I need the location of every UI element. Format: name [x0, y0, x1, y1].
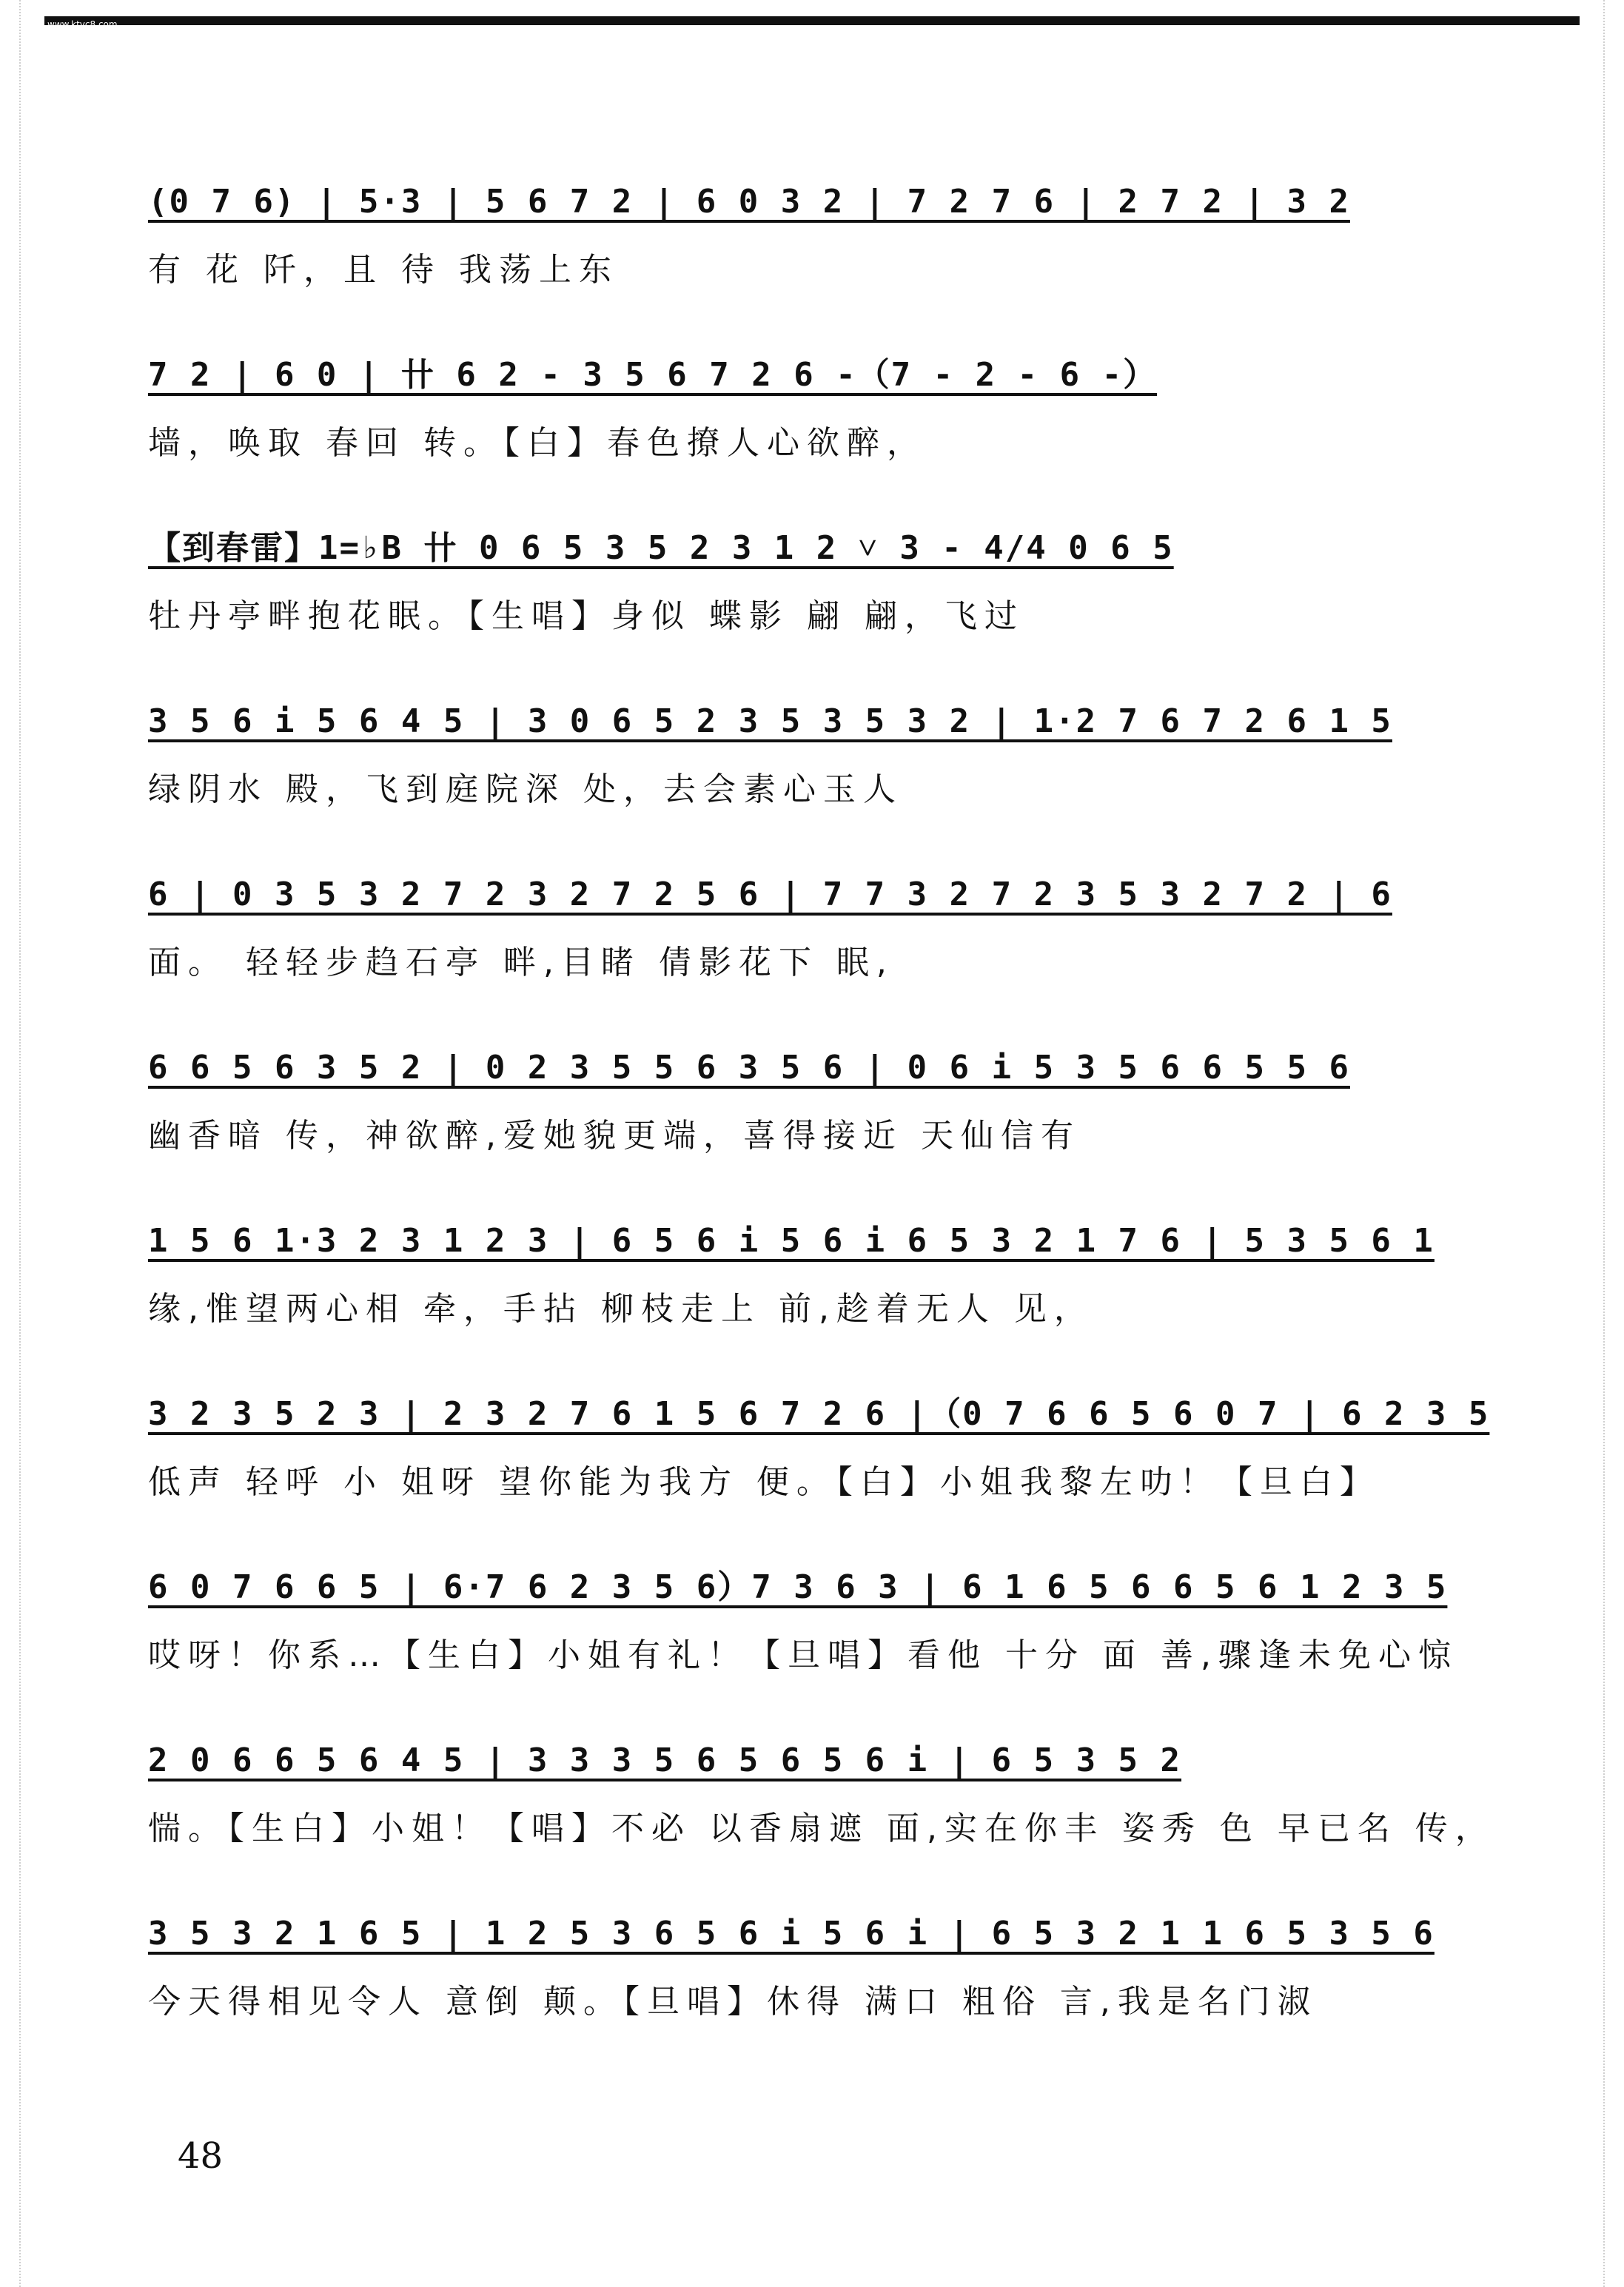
page-number: 48	[178, 2135, 224, 2177]
score-system	[148, 524, 1406, 697]
lyric-line: 面。 轻轻步趋石亭 畔,目睹 倩影花下 眠,	[148, 944, 894, 981]
notation-line: 3 2 3 5 2 3 | 2 3 2 7 6 1 5 6 7 2 6 |（0 7 6 6 5 6 0 7 | 6 2 3 5	[148, 1395, 1490, 1433]
notation-line: 6 | 0 3 5 3 2 7 2 3 2 7 2 5 6 | 7 7 3 2 7 2 3 5 3 2 7 2 | 6	[148, 876, 1392, 913]
lyric-line: 缘,惟望两心相 牵，手拈 柳枝走上 前,趁着无人 见，	[148, 1290, 1094, 1328]
notation-line: 【到春雷】1=♭B 卄 0 6 5 3 5 2 3 1 2 ˅ 3 - 4/4 0 6 5	[148, 529, 1174, 567]
notation-line: 6 0 7 6 6 5 | 6·7 6 2 3 5 6）7 3 6 3 | 6 1 6 5 6 6 5 6 1 2 3 5	[148, 1568, 1448, 1606]
notation-line: 1 5 6 1·3 2 3 1 2 3 | 6 5 6 i 5 6 i 6 5 3 2 1 7 6 | 5 3 5 6 1	[148, 1222, 1435, 1260]
lyric-line: 今天得相见令人 意倒 颠。【旦唱】休得 满口 粗俗 言,我是名门淑	[148, 1983, 1318, 2021]
score-system	[148, 178, 1406, 351]
top-rule	[44, 16, 1580, 25]
score-system	[148, 351, 1406, 524]
lyric-line: 惴。【生白】小姐！【唱】不必 以香扇遮 面,实在你丰 姿秀 色 早已名 传，	[148, 1810, 1495, 1847]
lyric-line: 牡丹亭畔抱花眠。【生唱】身似 蝶影 翩 翩，飞过	[148, 597, 1024, 635]
score-system	[148, 697, 1406, 870]
score-system	[148, 1390, 1490, 1563]
score-system	[148, 1217, 1435, 1390]
notation-line: 6 6 5 6 3 5 2 | 0 2 3 5 5 6 3 5 6 | 0 6 i 5 3 5 6 6 5 5 6	[148, 1049, 1350, 1087]
left-page-edge	[0, 0, 21, 2287]
lyric-line: 低声 轻呼 小 姐呀 望你能为我方 便。【白】小姐我黎左叻！【旦白】	[148, 1463, 1380, 1501]
notation-line: 2 0 6 6 5 6 4 5 | 3 3 3 5 6 5 6 5 6 i | 6 5 3 5 2	[148, 1742, 1182, 1779]
score-system	[148, 1563, 1458, 1736]
site-watermark: www.ktvc8.com	[47, 19, 118, 30]
score-system	[148, 1910, 1435, 2083]
lyric-line: 有 花 阡，且 待 我荡上东	[148, 251, 619, 289]
lyric-line: 绿阴水 殿，飞到庭院深 处，去会素心玉人	[148, 770, 903, 808]
right-page-edge	[1603, 0, 1624, 2287]
notation-line: 3 5 3 2 1 6 5 | 1 2 5 3 6 5 6 i 5 6 i | 6 5 3 2 1 1 6 5 3 5 6	[148, 1915, 1435, 1952]
notation-line: 7 2 | 6 0 | 卄 6 2 - 3 5 6 7 2 6 -（7 - 2 - 6 -）	[148, 356, 1158, 394]
score-system	[148, 1736, 1495, 1910]
notation-line: 3 5 6 i 5 6 4 5 | 3 0 6 5 2 3 5 3 5 3 2 | 1·2 7 6 7 2 6 1 5	[148, 702, 1392, 740]
lyric-line: 哎呀！你系…【生白】小姐有礼！【旦唱】看他 十分 面 善,骤逢未免心惊	[148, 1636, 1458, 1674]
notation-line: (0 7 6) | 5·3 | 5 6 7 2 | 6 0 3 2 | 7 2 7 6 | 2 7 2 | 3 2	[148, 183, 1350, 221]
lyric-line: 墙，唤取 春回 转。【白】春色撩人心欲醉，	[148, 424, 927, 462]
score-system	[148, 870, 1406, 1044]
lyric-line: 幽香暗 传，神欲醉,爱她貌更端，喜得接近 天仙信有	[148, 1117, 1081, 1155]
score-system	[148, 1044, 1406, 1217]
score	[148, 178, 1495, 2083]
